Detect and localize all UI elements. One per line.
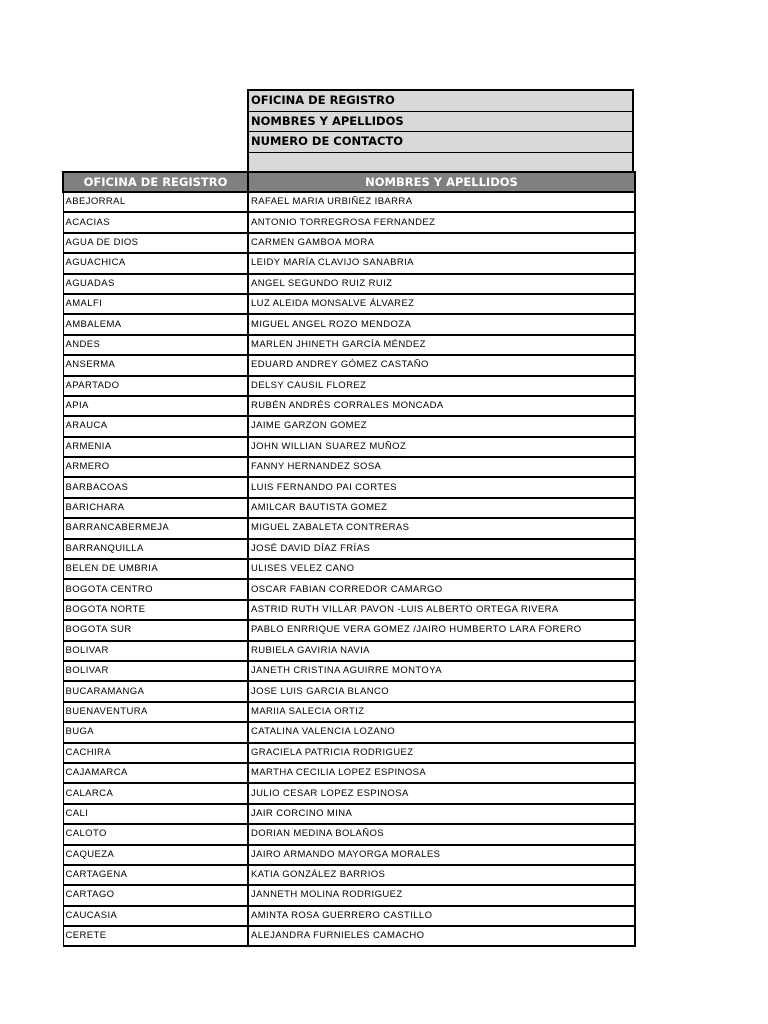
- table-body: [63, 192, 635, 946]
- name-cell: CARMEN GAMBOA MORA: [248, 233, 635, 253]
- name-cell: MARLEN JHINETH GARCÍA MÉNDEZ: [248, 335, 635, 355]
- name-cell: JOSE LUIS GARCIA BLANCO: [248, 681, 635, 701]
- table-row: [63, 212, 635, 232]
- header-row: [63, 172, 635, 192]
- office-cell: ABEJORRAL: [63, 192, 248, 212]
- office-cell: AGUACHICA: [63, 253, 248, 273]
- table-row: [63, 498, 635, 518]
- office-cell: CALARCA: [63, 783, 248, 803]
- table-row: [63, 804, 635, 824]
- office-cell: CAQUEZA: [63, 845, 248, 865]
- name-cell: JANNETH MOLINA RODRIGUEZ: [248, 885, 635, 905]
- name-cell: ANTONIO TORREGROSA FERNANDEZ: [248, 212, 635, 232]
- name-cell: JULIO CESAR LOPEZ ESPINOSA: [248, 783, 635, 803]
- office-cell: BOGOTA CENTRO: [63, 579, 248, 599]
- table-row: [63, 192, 635, 212]
- office-cell: BOLIVAR: [63, 661, 248, 681]
- office-cell: BUENAVENTURA: [63, 702, 248, 722]
- table-row: [63, 763, 635, 783]
- table-row: [63, 294, 635, 314]
- table-row: [63, 253, 635, 273]
- table-row: [63, 865, 635, 885]
- name-cell: CATALINA VALENCIA LOZANO: [248, 722, 635, 742]
- table-row: [63, 845, 635, 865]
- office-cell: BUCARAMANGA: [63, 681, 248, 701]
- info-names-label: NOMBRES Y APELLIDOS: [249, 112, 632, 133]
- name-cell: AMINTA ROSA GUERRERO CASTILLO: [248, 906, 635, 926]
- office-cell: ANDES: [63, 335, 248, 355]
- name-cell: JAIRO ARMANDO MAYORGA MORALES: [248, 845, 635, 865]
- office-cell: BARBACOAS: [63, 477, 248, 497]
- name-cell: ALEJANDRA FURNIELES CAMACHO: [248, 926, 635, 946]
- name-cell: EDUARD ANDREY GÓMEZ CASTAÑO: [248, 355, 635, 375]
- office-cell: APIA: [63, 396, 248, 416]
- table-row: [63, 376, 635, 396]
- name-cell: DELSY CAUSIL FLOREZ: [248, 376, 635, 396]
- office-cell: BARRANCABERMEJA: [63, 518, 248, 538]
- name-cell: RAFAEL MARIA URBIÑEZ IBARRA: [248, 192, 635, 212]
- header-names: NOMBRES Y APELLIDOS: [248, 172, 635, 192]
- name-cell: JANETH CRISTINA AGUIRRE MONTOYA: [248, 661, 635, 681]
- table-row: [63, 722, 635, 742]
- name-cell: MIGUEL ZABALETA CONTRERAS: [248, 518, 635, 538]
- table-row: [63, 885, 635, 905]
- name-cell: FANNY HERNANDEZ SOSA: [248, 457, 635, 477]
- name-cell: LUZ ALEIDA MONSALVE ÁLVAREZ: [248, 294, 635, 314]
- name-cell: JOSÉ DAVID DÍAZ FRÍAS: [248, 539, 635, 559]
- table-row: [63, 396, 635, 416]
- name-cell: JAIME GARZON GOMEZ: [248, 416, 635, 436]
- table-row: [63, 559, 635, 579]
- name-cell: JAIR CORCINO MINA: [248, 804, 635, 824]
- registry-table: [62, 171, 636, 947]
- name-cell: DORIAN MEDINA BOLAÑOS: [248, 824, 635, 844]
- name-cell: MARTHA CECILIA LOPEZ ESPINOSA: [248, 763, 635, 783]
- table-row: [63, 437, 635, 457]
- office-cell: APARTADO: [63, 376, 248, 396]
- office-cell: AMBALEMA: [63, 314, 248, 334]
- office-cell: CARTAGO: [63, 885, 248, 905]
- table-row: [63, 783, 635, 803]
- office-cell: CALI: [63, 804, 248, 824]
- office-cell: BUGA: [63, 722, 248, 742]
- name-cell: KATIA GONZÁLEZ BARRIOS: [248, 865, 635, 885]
- office-cell: ARMERO: [63, 457, 248, 477]
- name-cell: ULISES VELEZ CANO: [248, 559, 635, 579]
- table-row: [63, 457, 635, 477]
- office-cell: AGUA DE DIOS: [63, 233, 248, 253]
- office-cell: CAJAMARCA: [63, 763, 248, 783]
- table-row: [63, 579, 635, 599]
- table-row: [63, 518, 635, 538]
- table-row: [63, 906, 635, 926]
- table-row: [63, 314, 635, 334]
- office-cell: ANSERMA: [63, 355, 248, 375]
- office-cell: ARMENIA: [63, 437, 248, 457]
- office-cell: AGUADAS: [63, 274, 248, 294]
- name-cell: PABLO ENRRIQUE VERA GOMEZ /JAIRO HUMBERTO LARA FORERO: [248, 620, 635, 640]
- name-cell: OSCAR FABIAN CORREDOR CAMARGO: [248, 579, 635, 599]
- office-cell: AMALFI: [63, 294, 248, 314]
- table-row: [63, 274, 635, 294]
- table-row: [63, 233, 635, 253]
- name-cell: RUBÉN ANDRÉS CORRALES MONCADA: [248, 396, 635, 416]
- table-header: [63, 172, 635, 192]
- office-cell: CAUCASIA: [63, 906, 248, 926]
- office-cell: BOGOTA NORTE: [63, 600, 248, 620]
- table-row: [63, 600, 635, 620]
- contact-info-block: [247, 89, 634, 174]
- name-cell: JOHN WILLIAN SUAREZ MUÑOZ: [248, 437, 635, 457]
- name-cell: MIGUEL ANGEL ROZO MENDOZA: [248, 314, 635, 334]
- name-cell: LEIDY MARÍA CLAVIJO SANABRIA: [248, 253, 635, 273]
- name-cell: RUBIELA GAVIRIA NAVIA: [248, 641, 635, 661]
- office-cell: CARTAGENA: [63, 865, 248, 885]
- table-row: [63, 743, 635, 763]
- office-cell: CACHIRA: [63, 743, 248, 763]
- office-cell: BARRANQUILLA: [63, 539, 248, 559]
- office-cell: BOLIVAR: [63, 641, 248, 661]
- table-row: [63, 477, 635, 497]
- table-row: [63, 824, 635, 844]
- table-row: [63, 681, 635, 701]
- table-row: [63, 539, 635, 559]
- office-cell: BELEN DE UMBRIA: [63, 559, 248, 579]
- info-office-label: OFICINA DE REGISTRO: [249, 91, 632, 112]
- table-row: [63, 702, 635, 722]
- header-office: OFICINA DE REGISTRO: [63, 172, 248, 192]
- info-contact-label: NUMERO DE CONTACTO: [249, 132, 632, 153]
- table-row: [63, 620, 635, 640]
- name-cell: AMILCAR BAUTISTA GOMEZ: [248, 498, 635, 518]
- office-cell: ARAUCA: [63, 416, 248, 436]
- name-cell: LUIS FERNANDO PAI CORTES: [248, 477, 635, 497]
- table-row: [63, 661, 635, 681]
- office-cell: BARICHARA: [63, 498, 248, 518]
- name-cell: ASTRID RUTH VILLAR PAVON -LUIS ALBERTO ORTEGA RIVERA: [248, 600, 635, 620]
- name-cell: ANGEL SEGUNDO RUIZ RUIZ: [248, 274, 635, 294]
- table-row: [63, 416, 635, 436]
- name-cell: GRACIELA PATRICIA RODRIGUEZ: [248, 743, 635, 763]
- table-row: [63, 926, 635, 946]
- table-row: [63, 641, 635, 661]
- office-cell: CERETE: [63, 926, 248, 946]
- table-row: [63, 355, 635, 375]
- office-cell: ACACIAS: [63, 212, 248, 232]
- name-cell: MARIIA SALECIA ORTIZ: [248, 702, 635, 722]
- table-row: [63, 335, 635, 355]
- office-cell: BOGOTA SUR: [63, 620, 248, 640]
- office-cell: CALOTO: [63, 824, 248, 844]
